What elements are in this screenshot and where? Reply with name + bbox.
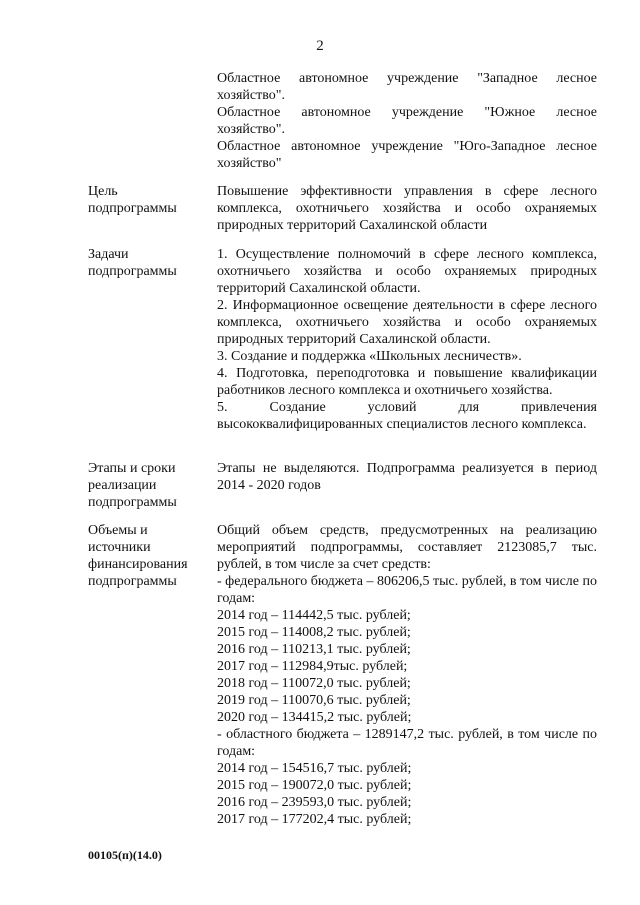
page-number: 2 [316,38,324,54]
goal-label: Цель подпрограммы [88,184,177,216]
task-item: 2. Информационное освещение деятельности в сфере лесного комплекса, охотничьего хозяйства и особо охраняемых природных территорий Сахалинской области. [217,298,597,347]
funding-federal-year: 2019 год – 110070,6 тыс. рублей; [217,693,411,708]
executor-item: Областное автономное учреждение "Юго-Западное лесное хозяйство" [217,139,597,171]
executor-item: Областное автономное учреждение "Западное лесное хозяйство". [217,71,597,103]
funding-regional-year: 2016 год – 239593,0 тыс. рублей; [217,795,412,810]
stages-text [217,460,597,494]
task-item: 5. Создание условий для привлечения высококвалифицированных специалистов лесного комплекса. [217,400,597,432]
goal-paragraph: Повышение эффективности управления в сфере лесного комплекса, охотничьего хозяйства и особо охраняемых природных территорий Сахалинской области [217,184,597,233]
funding-regional-intro: - областного бюджета – 1289147,2 тыс. рублей, в том числе по годам: [217,727,597,759]
tasks-list [217,246,597,433]
document-code: 00105(п)(14.0) [88,848,162,862]
task-item: 4. Подготовка, переподготовка и повышение квалификации работников лесного комплекса и охотничьего хозяйства. [217,366,597,398]
funding-federal-year: 2015 год – 114008,2 тыс. рублей; [217,625,411,640]
executor-item: Областное автономное учреждение "Южное лесное хозяйство". [217,105,597,137]
funding-regional-year: 2017 год – 177202,4 тыс. рублей; [217,812,412,827]
funding-label: Объемы и источники финансирования подпрограммы [88,523,188,589]
funding-federal-year: 2020 год – 134415,2 тыс. рублей; [217,710,412,725]
funding-intro: Общий объем средств, предусмотренных на реализацию мероприятий подпрограммы, составляет 2123085,7 тыс. рублей, в том числе за счет средств: [217,523,597,572]
funding-regional-year: 2015 год – 190072,0 тыс. рублей; [217,778,412,793]
stages-label: Этапы и сроки реализации подпрограммы [88,461,177,510]
funding-federal-year: 2016 год – 110213,1 тыс. рублей; [217,642,411,657]
stages-paragraph: Этапы не выделяются. Подпрограмма реализуется в период 2014 - 2020 годов [217,461,597,493]
funding-federal-intro: - федерального бюджета – 806206,5 тыс. рублей, в том числе по годам: [217,574,597,606]
tasks-label: Задачи подпрограммы [88,247,177,279]
funding-regional-year: 2014 год – 154516,7 тыс. рублей; [217,761,412,776]
task-item: 1. Осуществление полномочий в сфере лесного комплекса, охотничьего хозяйства и особо охраняемых природных территорий Сахалинской области. [217,247,597,296]
funding-block [217,522,597,828]
funding-federal-year: 2014 год – 114442,5 тыс. рублей; [217,608,411,623]
goal-text [217,183,597,234]
funding-federal-year: 2017 год – 112984,9тыс. рублей; [217,659,408,674]
executors-continued [217,70,597,172]
task-item: 3. Создание и поддержка «Школьных лесничеств». [217,349,522,364]
funding-federal-year: 2018 год – 110072,0 тыс. рублей; [217,676,411,691]
